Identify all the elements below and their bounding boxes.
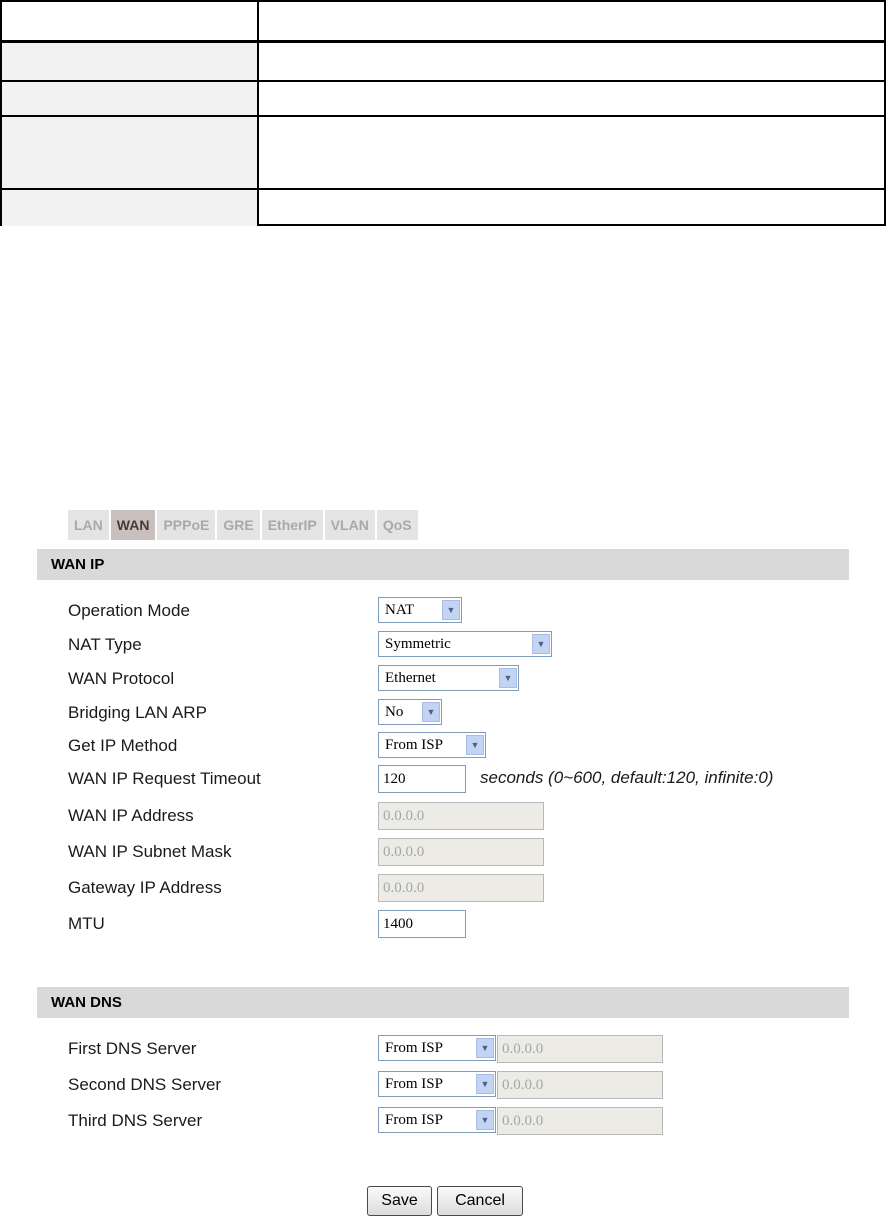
nat-type-row (68, 631, 848, 661)
table-cell (2, 82, 257, 115)
operation-mode-value: NAT (385, 602, 415, 618)
third-dns-method-value: From ISP (385, 1112, 443, 1128)
second-dns-method-select[interactable] (378, 1071, 496, 1097)
get-ip-method-row (68, 732, 848, 762)
request-timeout-input[interactable]: 120 (378, 765, 466, 793)
get-ip-method-value: From ISP (385, 737, 443, 753)
request-timeout-label: WAN IP Request Timeout (68, 769, 261, 788)
mtu-input[interactable]: 1400 (378, 910, 466, 938)
bridging-lan-arp-label: Bridging LAN ARP (68, 703, 207, 722)
wan-protocol-row (68, 665, 848, 695)
nat-type-value: Symmetric (385, 636, 451, 652)
second-dns-input: 0.0.0.0 (497, 1071, 663, 1099)
wan-protocol-label: WAN Protocol (68, 669, 175, 688)
operation-mode-label: Operation Mode (68, 601, 190, 620)
table-divider (2, 188, 884, 190)
document-table (0, 0, 886, 226)
first-dns-row (68, 1035, 848, 1065)
subnet-mask-label: WAN IP Subnet Mask (68, 842, 232, 861)
first-dns-method-select[interactable] (378, 1035, 496, 1061)
mtu-row (68, 910, 848, 940)
save-button[interactable]: Save (367, 1186, 432, 1216)
cancel-button[interactable]: Cancel (437, 1186, 523, 1216)
chevron-down-icon: ▼ (422, 702, 440, 722)
chevron-down-icon: ▼ (476, 1110, 494, 1130)
chevron-down-icon: ▼ (476, 1074, 494, 1094)
third-dns-method-select[interactable] (378, 1107, 496, 1133)
gateway-label: Gateway IP Address (68, 878, 222, 897)
table-divider (257, 2, 259, 224)
first-dns-method-value: From ISP (385, 1040, 443, 1056)
table-divider (2, 80, 884, 82)
subnet-mask-input: 0.0.0.0 (378, 838, 544, 866)
chevron-down-icon: ▼ (476, 1038, 494, 1058)
get-ip-method-label: Get IP Method (68, 736, 178, 755)
wan-ip-address-input: 0.0.0.0 (378, 802, 544, 830)
tab-qos[interactable]: QoS (377, 510, 418, 540)
gateway-input: 0.0.0.0 (378, 874, 544, 902)
tab-lan[interactable]: LAN (68, 510, 109, 540)
request-timeout-row (68, 765, 848, 795)
chevron-down-icon: ▼ (499, 668, 517, 688)
chevron-down-icon: ▼ (442, 600, 460, 620)
tab-vlan[interactable]: VLAN (325, 510, 375, 540)
operation-mode-row (68, 597, 848, 627)
wan-ip-address-label: WAN IP Address (68, 806, 194, 825)
operation-mode-select[interactable] (378, 597, 462, 623)
wan-ip-section-header: WAN IP (37, 549, 849, 580)
first-dns-label: First DNS Server (68, 1039, 197, 1058)
second-dns-row (68, 1071, 848, 1101)
wan-protocol-value: Ethernet (385, 670, 436, 686)
tab-gre[interactable]: GRE (217, 510, 259, 540)
second-dns-method-value: From ISP (385, 1076, 443, 1092)
bridging-lan-arp-select[interactable] (378, 699, 442, 725)
gateway-row (68, 874, 848, 904)
third-dns-input: 0.0.0.0 (497, 1107, 663, 1135)
table-divider (2, 40, 884, 43)
table-cell (2, 42, 257, 80)
tab-etherip[interactable]: EtherIP (262, 510, 323, 540)
subnet-mask-row (68, 838, 848, 868)
first-dns-input: 0.0.0.0 (497, 1035, 663, 1063)
request-timeout-hint: seconds (0~600, default:120, infinite:0) (480, 768, 774, 787)
bridging-lan-arp-value: No (385, 704, 404, 720)
tab-pppoe[interactable]: PPPoE (157, 510, 215, 540)
tab-bar (68, 510, 420, 540)
third-dns-row (68, 1107, 848, 1137)
second-dns-label: Second DNS Server (68, 1075, 222, 1094)
tab-wan[interactable]: WAN (111, 510, 156, 540)
third-dns-label: Third DNS Server (68, 1111, 203, 1130)
bridging-lan-arp-row (68, 699, 848, 729)
wan-dns-section-header: WAN DNS (37, 987, 849, 1018)
wan-ip-address-row (68, 802, 848, 832)
get-ip-method-select[interactable] (378, 732, 486, 758)
table-cell (2, 117, 257, 188)
table-cell (2, 190, 257, 226)
chevron-down-icon: ▼ (532, 634, 550, 654)
table-divider (2, 115, 884, 117)
nat-type-select[interactable] (378, 631, 552, 657)
chevron-down-icon: ▼ (466, 735, 484, 755)
mtu-label: MTU (68, 914, 105, 933)
wan-protocol-select[interactable] (378, 665, 519, 691)
nat-type-label: NAT Type (68, 635, 142, 654)
